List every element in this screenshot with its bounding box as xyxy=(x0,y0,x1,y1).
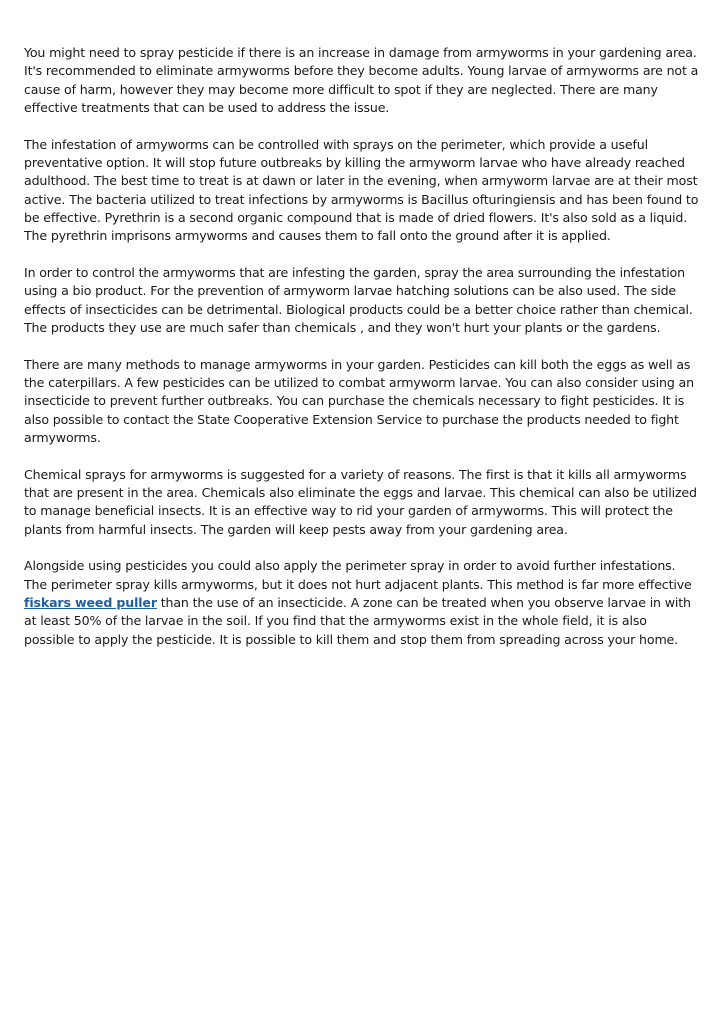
paragraph-5: Chemical sprays for armyworms is suggested for a variety of reasons. The first is that it kills all armyworms that are present in the area. Chemicals also eliminate the eggs and larvae. This chemical can also be utilized to manage beneficial insects. It is an effective way to rid your garden of armyworms. This will protect the plants from harmful insects. The garden will keep pests away from your gardening area. xyxy=(24,466,697,537)
paragraph-3: In order to control the armyworms that are infesting the garden, spray the area surrounding the infestation using a bio product. For the prevention of armyworm larvae hatching solutions can be also used. The side effects of insecticides can be detrimental. Biological products could be a better choice rather than chemical. The products they use are much safer than chemicals , and they won't hurt your plants or the gardens. xyxy=(24,264,693,335)
paragraph-6-text-after-link: than the use of an insecticide. A zone can be treated when you observe larvae in with at least 50% of the larvae in the soil. If you find that the armyworms exist in the whole field, it is also possible to apply the pesticide. It is possible to kill them and stop them from spreading across your home. xyxy=(24,594,691,647)
paragraph-1: You might need to spray pesticide if there is an increase in damage from armyworms in your gardening area. It's recommended to eliminate armyworms before they become adults. Young larvae of armyworms are not a cause of harm, however they may become more difficult to spot if they are neglected. There are many effective treatments that can be used to address the issue. xyxy=(24,45,699,115)
paragraph-2: The infestation of armyworms can be controlled with sprays on the perimeter, which provide a useful preventative option. It will stop future outbreaks by killing the armyworm larvae who have already reached adulthood. The best time to treat is at dawn or later in the evening, when armyworm larvae are at their most active. The bacteria utilized to treat infections by armyworms is Bacillus ofturingiensis and has been found to be effective. Pyrethrin is a second organic compound that is made of dried flowers. It's also sold as a liquid. The pyrethrin imprisons armyworms and causes them to fall onto the ground after it is applied. xyxy=(24,136,699,244)
article-body xyxy=(24,44,700,649)
paragraph-6-text-before-link: Alongside using pesticides you could also apply the perimeter spray in order to avoid further infestations. The perimeter spray kills armyworms, but it does not hurt adjacent plants. This method is far more effective xyxy=(24,558,692,592)
paragraph-6 xyxy=(24,557,700,648)
fiskars-weed-puller-link[interactable]: fiskars weed puller xyxy=(24,594,157,610)
paragraph-4: There are many methods to manage armyworms in your garden. Pesticides can kill both the eggs as well as the caterpillars. A few pesticides can be utilized to combat armyworm larvae. You can also consider using an insecticide to prevent further outbreaks. You can purchase the chemicals necessary to fight pesticides. It is also possible to contact the State Cooperative Extension Service to purchase the products needed to fight armyworms. xyxy=(24,356,694,445)
